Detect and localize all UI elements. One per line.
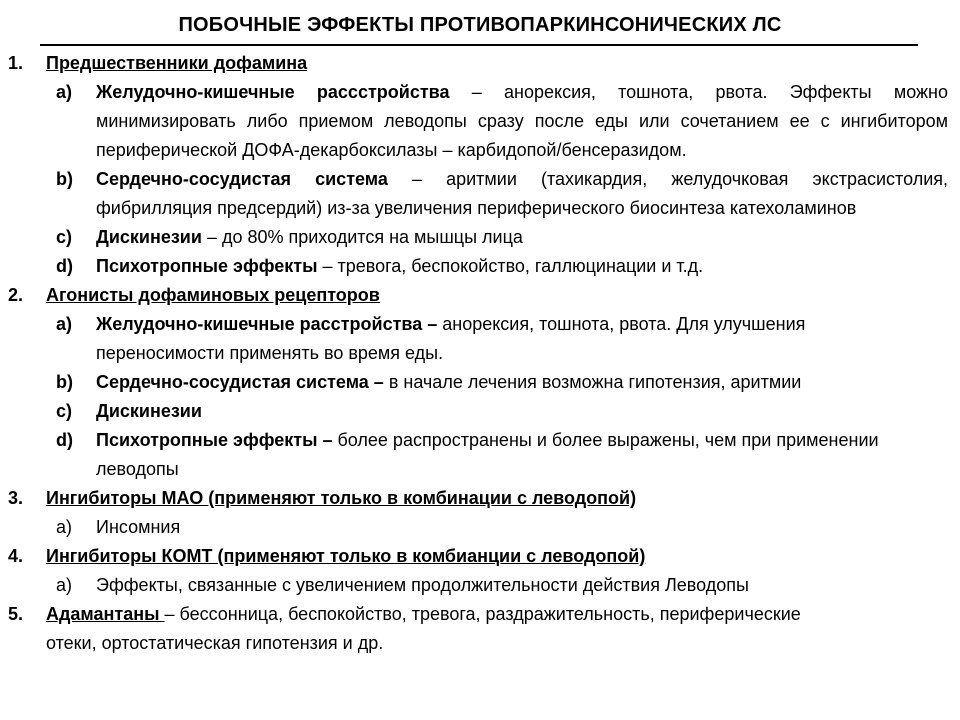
item-letter: c)	[56, 401, 73, 421]
section-heading: Ингибиторы КОМТ (применяют только в комбианции с леводопой)	[46, 546, 646, 566]
section-2	[0, 281, 960, 310]
section-number: 5.	[8, 604, 24, 624]
item-text: Инсомния	[96, 517, 181, 537]
item-text: – анорексия, тошнота, рвота. Эффекты можно минимизировать либо приемом леводопы сразу после еды или сочетанием ее с ингибитором периферической ДОФА-декарбоксилазы – карбидопой/бенсеразидом.	[96, 82, 948, 160]
item-letter: a)	[56, 517, 73, 537]
item-term: Сердечно-сосудистая система –	[96, 372, 384, 392]
list-item	[0, 223, 960, 252]
item-term: Сердечно-сосудистая система	[96, 169, 388, 189]
item-letter: b)	[56, 169, 73, 189]
page-title: ПОБОЧНЫЕ ЭФФЕКТЫ ПРОТИВОПАРКИНСОНИЧЕСКИХ ЛС	[178, 14, 782, 36]
item-text: – до 80% приходится на мышцы лица	[201, 227, 523, 247]
item-text: более распространены и более выражены, чем при применении леводопы	[96, 430, 879, 479]
title-underline	[40, 44, 918, 46]
item-term: Желудочно-кишечные расстройства –	[96, 314, 438, 334]
item-text: анорексия, тошнота, рвота. Для улучшения переносимости применять во время еды.	[96, 314, 806, 363]
item-term: Желудочно-кишечные рассстройства	[96, 82, 450, 102]
item-term: Дискинезии	[96, 227, 202, 247]
section-heading: Ингибиторы МАО (применяют только в комбинации с леводопой)	[46, 488, 637, 508]
list-item	[0, 310, 960, 368]
item-letter: a)	[56, 82, 73, 102]
list-item	[0, 252, 960, 281]
section-3	[0, 484, 960, 513]
section-heading: Агонисты дофаминовых рецепторов	[46, 285, 380, 305]
item-letter: a)	[56, 314, 73, 334]
section-1	[0, 49, 960, 78]
item-term: Дискинезии	[96, 401, 202, 421]
list-item	[0, 513, 960, 542]
section-number: 2.	[8, 285, 24, 305]
section-number: 4.	[8, 546, 24, 566]
item-text: Эффекты, связанные с увеличением продолжительности действия Леводопы	[96, 575, 749, 595]
section-4	[0, 542, 960, 571]
item-term: Психотропные эффекты	[96, 256, 318, 276]
list-item	[0, 368, 960, 397]
item-letter: d)	[56, 256, 73, 276]
item-text: в начале лечения возможна гипотензия, аритмии	[383, 372, 802, 392]
item-text: – аритмии (тахикардия, желудочковая экстрасистолия, фибрилляция предсердий) из-за увеличения периферического биосинтеза катехоламинов	[96, 169, 949, 218]
item-letter: d)	[56, 430, 73, 450]
item-letter: a)	[56, 575, 73, 595]
list-item	[0, 78, 960, 165]
list-item	[0, 165, 960, 223]
section-number: 1.	[8, 53, 24, 73]
content-list	[0, 49, 960, 658]
item-term: Психотропные эффекты –	[96, 430, 333, 450]
list-item	[0, 397, 960, 426]
section-number: 3.	[8, 488, 24, 508]
item-letter: c)	[56, 227, 73, 247]
section-text: – бессонница, беспокойство, тревога, раздражительность, периферические отеки, ортостатическая гипотензия и др.	[46, 604, 801, 653]
list-item	[0, 426, 960, 484]
section-heading: Предшественники дофамина	[46, 53, 308, 73]
section-heading: Адамантаны	[46, 604, 165, 624]
item-letter: b)	[56, 372, 73, 392]
section-5	[0, 600, 960, 658]
list-item	[0, 571, 960, 600]
item-text: – тревога, беспокойство, галлюцинации и т.д.	[317, 256, 704, 276]
